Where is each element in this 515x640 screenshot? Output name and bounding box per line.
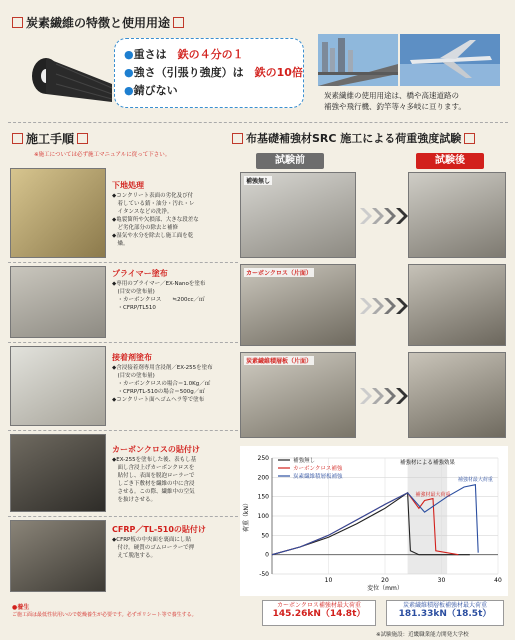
procedure-note: ※施工については必ず施工マニュアルに従って下さい。: [34, 152, 171, 158]
legend-label: カーボンクロス補強: [293, 466, 343, 472]
step-body: ◆含浸接着剤専用含浸剤／EX-255を塗布 (目安の塗布量) ・カーボンクロスの場合＝1.0Kg／㎡ ・CFRP/TL-510の場合＝500g／㎡ ◆コンクリート面へゴムヘラ等で塗布: [112, 365, 213, 403]
section-title-test: 布基礎補強材SRC 施工による荷重強度試験: [232, 130, 475, 146]
step-body: ◆コンクリート表面の劣化及び付 着している錆・油分・汚れ・レ イタンスなどの洗浄。 ◆亀裂箇所や欠損部、大きな段差な ど劣化部分の除去と補修 ◆湿気や水分を除去し施工面を乾 燥。: [112, 193, 199, 247]
divider: [8, 342, 238, 343]
step-heading: 接着剤塗布: [112, 353, 152, 362]
feature-weight: ●重さは 鉄の４分の１: [124, 48, 244, 61]
divider: [8, 430, 238, 431]
y-tick-label: 50: [261, 532, 269, 540]
y-tick-label: 250: [257, 455, 269, 462]
x-tick-label: 20: [381, 577, 389, 584]
section-title-features: 炭素繊維の特徴と使用用途: [12, 14, 184, 31]
x-tick-label: 30: [437, 577, 446, 584]
section-title-procedure: 施工手順: [12, 130, 88, 147]
annotation-effect: 補強材による補強効果: [399, 460, 455, 466]
airplane-photo: [400, 34, 500, 86]
bullet-square-icon: [173, 17, 184, 28]
step-body: ◆CFRP板の中央面を裏面にし貼 付け。硬質のゴムローラーで押 えて脱泡する。: [112, 537, 195, 559]
divider: [8, 122, 508, 123]
tab-after: 試験後: [416, 153, 484, 169]
bullet-square-icon: [12, 17, 23, 28]
y-tick-label: 150: [257, 493, 269, 501]
x-tick-label: 40: [494, 577, 502, 584]
y-tick-label: 100: [257, 513, 269, 520]
tab-before: 試験前: [256, 153, 324, 169]
step-photo-plate: [10, 520, 106, 592]
step-heading: プライマー塗布: [112, 269, 168, 278]
bullet-square-icon: [232, 133, 243, 144]
arrow-right-icon: [360, 386, 410, 410]
divider: [8, 262, 238, 263]
step-photo-surface-prep: [10, 168, 106, 258]
step-heading: CFRP／TL-510の貼付け: [112, 525, 206, 534]
y-tick-label: 0: [265, 551, 269, 559]
legend-label: 炭素繊維積層板補強: [293, 474, 343, 480]
y-axis-label: 荷重（kN）: [243, 500, 250, 532]
load-chart: [240, 446, 508, 596]
footnote-text: ご施工面は最低性状用いので乾燥養生が必要です。必ずポリシート等で養生する。: [12, 612, 197, 618]
row-label: 炭素繊維積層板（片面）: [246, 358, 313, 365]
bullet-square-icon: [464, 133, 475, 144]
carbon-fiber-roll-image: [26, 54, 114, 106]
annotation-plate-max: 補強材最大荷重: [457, 477, 493, 484]
photo-after-cloth: [408, 264, 506, 346]
row-label: 補強無し: [246, 178, 271, 185]
row-label: カーボンクロス（片面）: [246, 270, 312, 277]
step-photo-cloth: [10, 434, 106, 512]
bullet-square-icon: [12, 133, 23, 144]
arrow-right-icon: [360, 296, 410, 320]
legend-label: 補強無し: [293, 458, 316, 464]
footnote-title: ●養生: [12, 604, 30, 611]
feature-rustproof: ●錆びない: [124, 84, 178, 97]
step-heading: 下地処理: [112, 181, 144, 190]
arrow-right-icon: [360, 206, 410, 230]
step-heading: カーボンクロスの貼付け: [112, 445, 200, 454]
step-photo-primer: [10, 266, 106, 338]
step-body: ◆EX-255を塗布した後、表もし基 面し含浸上げカーボンクロスを 貼付し、表面を脱泡ローラーで しごき下敷材を繊維の中に含浸 させる。この際、繊維中の空気 を抜けさせる。: [112, 457, 197, 503]
step-photo-adhesive: [10, 346, 106, 426]
test-credit: ※試験施設：近畿職業能力開発大学校: [376, 632, 469, 638]
feature-strength: ●強さ（引張り強度）は 鉄の10倍: [124, 66, 303, 79]
result-plate: 炭素繊維積層板補強材最大荷重 181.33kN（18.5t）: [386, 600, 504, 626]
y-tick-label: 200: [257, 474, 269, 482]
x-axis-label: 変位（mm）: [367, 585, 403, 592]
photo-after-none: [408, 172, 506, 258]
uses-text: 炭素繊維の使用用途は、橋や高速道路の 補強や飛行機、釣竿等々多岐に亘ります。: [324, 91, 466, 111]
load-chart-svg: [240, 446, 508, 596]
annotation-cloth-max: 補強材最大荷重: [415, 491, 451, 498]
photo-after-plate: [408, 352, 506, 438]
step-body: ◆専用のプライマー／EX-Nanoを塗布 (目安の塗布量) ・カーボンクロス ≒200cc／㎡ ・CFRP/TL510: [112, 281, 206, 311]
highway-photo: [318, 34, 398, 86]
y-tick-label: -50: [259, 571, 269, 578]
bullet-square-icon: [77, 133, 88, 144]
x-tick-label: 10: [324, 577, 333, 584]
divider: [8, 516, 238, 517]
result-cloth: カーボンクロス補強材最大荷重 145.26kN（14.8t）: [262, 600, 376, 626]
